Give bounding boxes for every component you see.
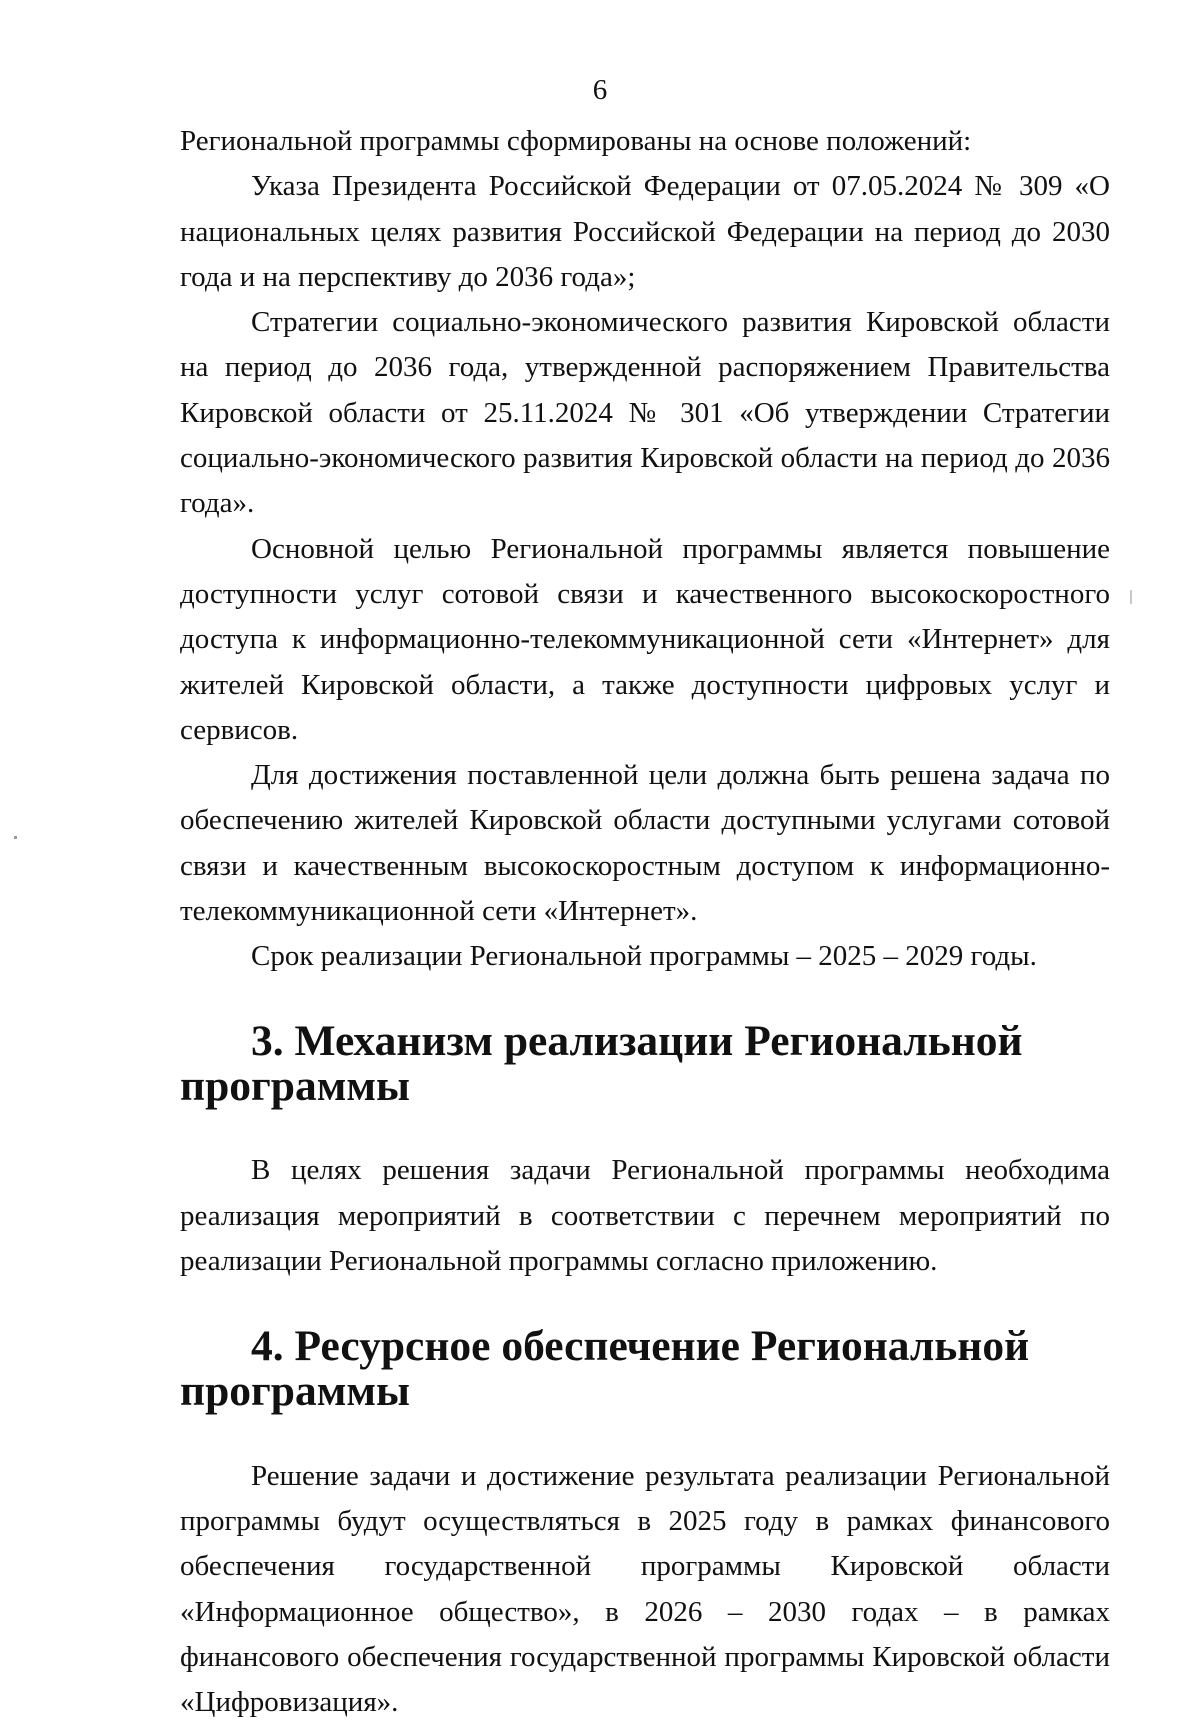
paragraph-continuation: Региональной программы сформированы на основе положений: [180, 125, 972, 157]
scan-artifact [14, 836, 17, 839]
section-3-paragraph: В целях решения задачи Региональной программы необходима реализация мероприятий в соответствии с перечнем мероприятий по реализации Региональной программы согласно приложению. [180, 1154, 1110, 1277]
paragraph-term: Срок реализации Региональной программы – 2025 – 2029 годы. [251, 940, 1037, 973]
paragraph-main-goal: Основной целью Региональной программы является повышение доступности услуг сотовой связи и качественного высокоскоростного доступа к информационно-телекоммуникационной сети «Интернет» для жителей Кировской области, а также доступности цифровых услуг и сервисов. [180, 532, 1110, 746]
paragraph-task: Для достижения поставленной цели должна быть решена задача по обеспечению жителей Кировской области доступными услугами сотовой связи и качественным высокоскоростным доступом к информационно-телекоммуникационной сети «Интернет». [180, 759, 1110, 928]
document-body [180, 119, 1110, 1726]
section-3-heading: 3. Механизм реализации Региональной программы [180, 1016, 1023, 1110]
section-4-paragraph: Решение задачи и достижение результата реализации Региональной программы будут осуществляться в 2025 году в рамках финансового обеспечения государственной программы Кировской области «Информационное общество», в 2026 – 2030 годах – в рамках финансового обеспечения государственной программы Кировской области «Цифровизация». [180, 1459, 1110, 1719]
page-number: 6 [592, 74, 608, 106]
scan-artifact-faint [1130, 590, 1132, 604]
section-4-heading: 4. Ресурсное обеспечение Региональной программы [180, 1322, 1030, 1416]
paragraph-regional-strategy: Стратегии социально-экономического развития Кировской области на период до 2036 года, утвержденной распоряжением Правительства Кировской области от 25.11.2024 № 301 «Об утверждении Стратегии социально-экономического развития Кировской области на период до 2036 года». [180, 306, 1110, 520]
paragraph-presidential-decree: Указа Президента Российской Федерации от 07.05.2024 № 309 «О национальных целях развития Российской Федерации на период до 2030 года и на перспективу до 2036 года»; [180, 170, 1110, 293]
